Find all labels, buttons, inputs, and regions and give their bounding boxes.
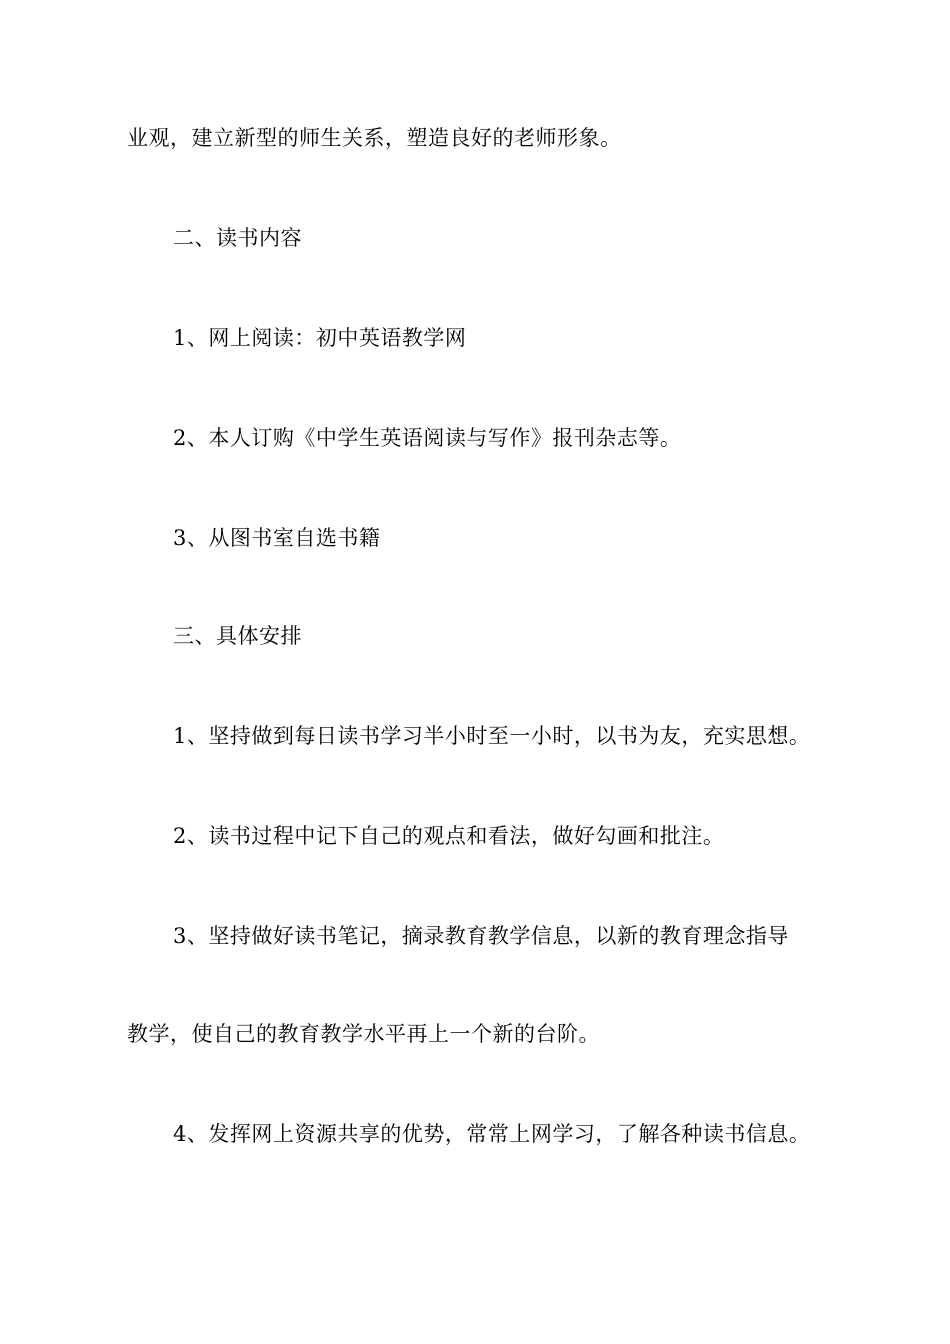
list-item-online-resources: 4、发挥网上资源共享的优势，常常上网学习，了解各种读书信息。 [173, 1122, 811, 1146]
list-item-reading-notes: 3、坚持做好读书笔记，摘录教育教学信息，以新的教育理念指导 [173, 924, 789, 948]
list-item-library-books: 3、从图书室自选书籍 [173, 526, 381, 550]
list-item-reading-notes-continued: 教学，使自己的教育教学水平再上一个新的台阶。 [127, 1022, 600, 1046]
section-heading-reading-content: 二、读书内容 [173, 226, 302, 250]
list-item-magazine-subscription: 2、本人订购《中学生英语阅读与写作》报刊杂志等。 [173, 426, 682, 450]
paragraph-continuation-line: 业观，建立新型的师生关系，塑造良好的老师形象。 [127, 126, 622, 150]
list-item-online-reading: 1、网上阅读：初中英语教学网 [173, 326, 467, 350]
section-heading-arrangement: 三、具体安排 [173, 624, 302, 648]
list-item-daily-reading: 1、坚持做到每日读书学习半小时至一小时，以书为友，充实思想。 [173, 724, 811, 748]
list-item-notes-annotations: 2、读书过程中记下自己的观点和看法，做好勾画和批注。 [173, 824, 725, 848]
